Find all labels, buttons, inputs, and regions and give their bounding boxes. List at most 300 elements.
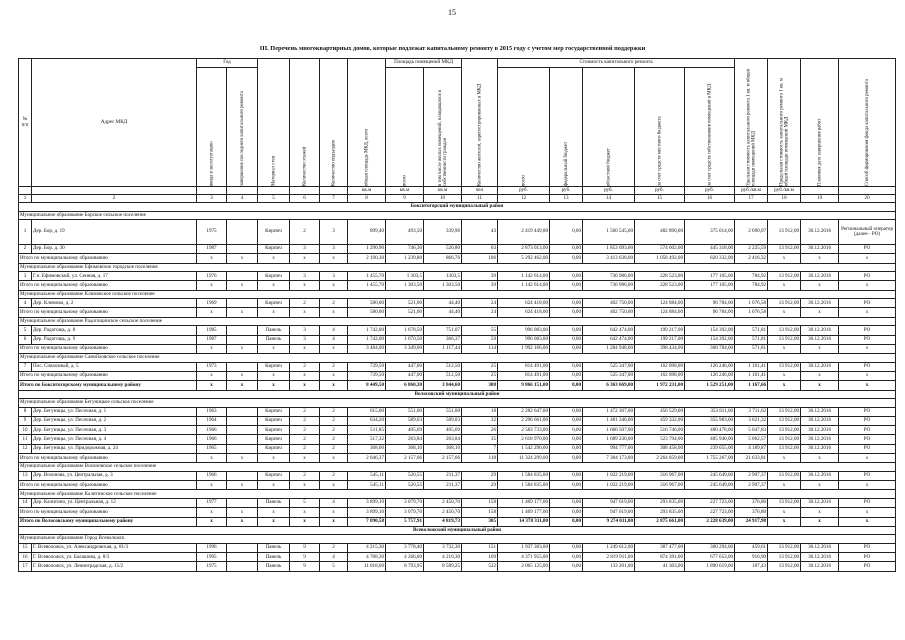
table-cell: 0,00 [550, 553, 583, 562]
table-cell: 0,00 [550, 308, 583, 317]
table-cell: x [320, 517, 348, 526]
table-cell: РО [839, 299, 896, 308]
table-cell: x [227, 454, 258, 463]
table-cell: РО [839, 245, 896, 254]
table-cell: 4 371 955,00 [498, 553, 550, 562]
table-row [19, 471, 896, 480]
table-cell: 4 266,00 [386, 553, 424, 562]
column-number: 16 [685, 195, 735, 203]
table-cell: 0,00 [550, 299, 583, 308]
total-label: Итого по Бокситогорскому муниципальному району [19, 381, 197, 390]
table-cell: 736 986,00 [583, 281, 635, 290]
header-cost-local: за счет средств местного бюджета [635, 68, 685, 187]
district-row [19, 390, 896, 399]
table-cell: 32 [462, 416, 498, 425]
table-cell: x [227, 281, 258, 290]
table-cell: 4 215,30 [348, 543, 386, 552]
table-cell: 0,00 [550, 426, 583, 435]
table-cell: 17 [19, 562, 32, 571]
table-cell: 30.12.2016 [801, 543, 839, 552]
municipality-row [19, 290, 896, 299]
municipality-total-row [19, 344, 896, 353]
table-cell: 5 292 462,00 [498, 254, 550, 263]
table-cell: 6 [19, 335, 32, 344]
table-cell: 5 062,57 [735, 435, 768, 444]
table-row [19, 553, 896, 562]
table-cell: РО [839, 362, 896, 371]
table-cell: 402 750,00 [583, 299, 635, 308]
table-cell: 9 [290, 553, 320, 562]
table-cell: x [290, 454, 320, 463]
table-cell: 30.12.2016 [801, 426, 839, 435]
table-row [19, 407, 896, 416]
table-cell: Дер. Бегуницы, ул. Песочная, д. 3 [32, 426, 197, 435]
table-cell: 11 [19, 435, 32, 444]
table-cell: 3 [19, 272, 32, 281]
table-cell: x [290, 481, 320, 490]
table-cell: 456 529,00 [635, 407, 685, 416]
table-cell: 13 912,00 [768, 407, 801, 416]
total-label: Итого по муниципальному образованию [19, 508, 197, 517]
table-row [19, 245, 896, 254]
table-cell: 0,00 [550, 281, 583, 290]
table-cell: 459 332,00 [635, 416, 685, 425]
table-cell: 30.12.2016 [801, 562, 839, 571]
unit-cell: руб./кв.м [735, 187, 768, 195]
column-number: 9 [386, 195, 424, 203]
table-cell: Панель [258, 562, 290, 571]
table-cell: 44,40 [424, 299, 462, 308]
table-cell: Пос. Совхозный, д. 5 [32, 362, 197, 371]
table-cell: x [197, 517, 227, 526]
district-row [19, 203, 896, 212]
table-row [19, 326, 896, 335]
table-cell: 308 458,00 [635, 444, 685, 453]
municipality-name: Муниципальное образование Борское сельское поселение [19, 211, 896, 220]
column-number: 11 [462, 195, 498, 203]
table-cell: x [227, 381, 258, 390]
municipality-row [19, 317, 896, 326]
table-cell: Панель [258, 498, 290, 507]
table-cell: x [290, 508, 320, 517]
total-label: Итого по муниципальному образованию [19, 308, 197, 317]
table-cell: 154 392,00 [685, 335, 735, 344]
table-cell: 4 189,87 [735, 444, 768, 453]
table-cell: 525 347,00 [583, 371, 635, 380]
unit-cell: руб. [550, 187, 583, 195]
table-cell [227, 553, 258, 562]
district-name: Всеволожский муниципальный район [19, 526, 896, 535]
table-cell: x [801, 281, 839, 290]
column-number: 19 [801, 195, 839, 203]
table-row [19, 543, 896, 552]
table-cell: Г. Всеволожск, ул. Балашова, д. 8/3 [32, 553, 197, 562]
table-cell: 30.12.2016 [801, 553, 839, 562]
table-cell: 25 [462, 362, 498, 371]
municipality-row [19, 263, 896, 272]
table-cell: 13 912,00 [768, 245, 801, 254]
table-cell: x [290, 254, 320, 263]
table-cell: 1 249 612,00 [583, 543, 635, 552]
table-cell: 784,92 [735, 272, 768, 281]
table-cell: 3 [290, 245, 320, 254]
table-cell: 3 [290, 335, 320, 344]
table-cell [227, 435, 258, 444]
table-cell: 35 [462, 435, 498, 444]
table-row [19, 416, 896, 425]
table-cell: 1965 [197, 444, 227, 453]
table-cell: 3 621,32 [735, 416, 768, 425]
table-cell: 1975 [197, 220, 227, 245]
table-cell: 589,03 [424, 416, 462, 425]
table-cell [227, 335, 258, 344]
table-cell: 7 090,58 [348, 517, 386, 526]
district-total-row [19, 381, 896, 390]
table-cell: 9 [19, 416, 32, 425]
table-cell: 162 898,00 [635, 371, 685, 380]
table-cell: 7 [19, 362, 32, 371]
table-cell: 3 [290, 326, 320, 335]
table-cell: Дер. Бегуницы, ул. Придорожная, д. 24 [32, 444, 197, 453]
total-label: Итого по муниципальному образованию [19, 454, 197, 463]
table-cell: 0,00 [550, 508, 583, 517]
column-number: 6 [290, 195, 320, 203]
table-cell: 405,69 [424, 426, 462, 435]
table-cell: x [839, 481, 896, 490]
table-cell: 1 689 236,00 [583, 435, 635, 444]
table-cell: 199 217,00 [635, 326, 685, 335]
column-number: 7 [320, 195, 348, 203]
table-cell: 245 649,00 [685, 481, 735, 490]
district-row [19, 526, 896, 535]
header-year: Год [197, 59, 258, 68]
table-cell: 947 619,00 [583, 498, 635, 507]
table-cell: x [320, 381, 348, 390]
table-cell: 30.12.2016 [801, 335, 839, 344]
table-cell: 162 898,00 [635, 362, 685, 371]
table-cell: 13 912,00 [768, 272, 801, 281]
table-cell: 30.12.2016 [801, 407, 839, 416]
table-cell: 866,76 [424, 254, 462, 263]
unit-cell: руб. [685, 187, 735, 195]
table-cell: x [227, 371, 258, 380]
table-cell: 1 290,90 [348, 245, 386, 254]
table-cell: 526,80 [424, 245, 462, 254]
table-cell: 1 117,44 [424, 344, 462, 353]
table-cell: 520,55 [386, 481, 424, 490]
municipality-row [19, 354, 896, 363]
table-cell: 2 [19, 245, 32, 254]
table-cell: 2 [320, 407, 348, 416]
table-cell: 1 076,58 [735, 299, 768, 308]
table-cell: 2 [320, 299, 348, 308]
table-cell: x [768, 254, 801, 263]
table-cell: x [839, 508, 896, 517]
table-cell: Дер. Бегуницы, ул. Песочная, д. 2 [32, 416, 197, 425]
table-cell: 7 [462, 444, 498, 453]
table-cell: 25 [462, 371, 498, 380]
table-cell: x [839, 381, 896, 390]
table-row [19, 220, 896, 245]
table-cell: РО [839, 471, 896, 480]
table-cell: 1 239,80 [386, 254, 424, 263]
table-cell: 3 732,30 [424, 543, 462, 552]
table-cell: 9 866 151,00 [498, 381, 550, 390]
table-cell: 517,32 [348, 435, 386, 444]
table-cell [227, 326, 258, 335]
column-number: 15 [635, 195, 685, 203]
table-cell: 1 542 290,00 [498, 444, 550, 453]
table-cell: 551,00 [424, 407, 462, 416]
table-cell: 96 784,00 [685, 308, 735, 317]
table-cell: 571,81 [735, 326, 768, 335]
table-cell: 1 529 251,00 [685, 381, 735, 390]
table-cell: x [839, 454, 896, 463]
table-cell: 0,00 [550, 245, 583, 254]
table-cell: 5 [19, 326, 32, 335]
table-cell: x [197, 254, 227, 263]
table-cell: 3 484,00 [348, 344, 386, 353]
table-cell: x [801, 517, 839, 526]
table-cell: 1966 [197, 435, 227, 444]
header-address: Адрес МКД [32, 59, 197, 187]
table-cell: Кирпич [258, 272, 290, 281]
municipality-total-row [19, 281, 896, 290]
table-cell: 368,00 [348, 444, 386, 453]
table-cell: 0,00 [550, 562, 583, 571]
table-cell: 2 [290, 426, 320, 435]
table-cell: 30.12.2016 [801, 416, 839, 425]
table-cell: 199 217,00 [635, 335, 685, 344]
table-cell: 124 884,00 [635, 308, 685, 317]
table-cell: x [258, 254, 290, 263]
table-cell: 0,00 [550, 471, 583, 480]
table-cell: 1977 [197, 498, 227, 507]
table-cell: Дер. Климово, д. 2 [32, 299, 197, 308]
table-cell: 3 711,62 [735, 407, 768, 416]
table-cell: x [320, 481, 348, 490]
table-cell: РО [839, 407, 896, 416]
table-cell: 227 723,00 [685, 508, 735, 517]
table-cell: 1 022 219,00 [583, 471, 635, 480]
table-cell: x [227, 344, 258, 353]
table-cell: Региональный оператор (далее - РО) [839, 220, 896, 245]
table-cell: РО [839, 498, 896, 507]
column-number: 20 [839, 195, 896, 203]
table-cell: 4 [320, 335, 348, 344]
header-cost-federal: федеральный бюджет [550, 68, 583, 187]
table-cell: 2 450,70 [424, 508, 462, 517]
table-cell: 169 [462, 553, 498, 562]
table-cell: 516 746,00 [635, 426, 685, 435]
table-cell: 24 [462, 308, 498, 317]
table-row [19, 362, 896, 371]
total-label: Итого по муниципальному образованию [19, 371, 197, 380]
header-fund-method: Способ формирования фонда капитального ремонта [839, 59, 896, 187]
table-cell [227, 416, 258, 425]
table-cell: 4 [320, 498, 348, 507]
column-number: 1 [19, 195, 32, 203]
table-cell: 375 014,00 [685, 220, 735, 245]
table-cell: 124 884,00 [635, 299, 685, 308]
column-numbers-row [19, 195, 896, 203]
table-cell: 899,40 [348, 220, 386, 245]
table-cell: 24 [462, 299, 498, 308]
table-cell: 1 937 383,00 [498, 543, 550, 552]
table-cell: x [197, 381, 227, 390]
table-cell: 16 [19, 553, 32, 562]
table-cell [227, 272, 258, 281]
table-cell: 525 347,00 [583, 362, 635, 371]
municipality-total-row [19, 254, 896, 263]
header-year-commission: ввода в эксплуатацию [197, 68, 227, 187]
table-cell: 0,00 [550, 220, 583, 245]
table-cell: 512,50 [424, 371, 462, 380]
table-cell: 634,20 [348, 416, 386, 425]
table-cell: 30.12.2016 [801, 220, 839, 245]
table-row [19, 335, 896, 344]
table-cell: 13 912,00 [768, 416, 801, 425]
table-cell: 2 [320, 362, 348, 371]
municipality-row [19, 399, 896, 408]
table-cell: 1 742,00 [348, 326, 386, 335]
table-cell: РО [839, 562, 896, 571]
table-cell: 13 912,00 [768, 543, 801, 552]
table-cell: Дер. Радогощь, д. 8 [32, 326, 197, 335]
table-cell: 521,00 [386, 308, 424, 317]
table-cell: 13 912,00 [768, 444, 801, 453]
table-cell: 30.12.2016 [801, 435, 839, 444]
table-cell: 1966 [197, 471, 227, 480]
table-cell: 1 058 492,00 [635, 254, 685, 263]
column-number: 18 [768, 195, 801, 203]
table-cell: Дер. Бор, д. 19 [32, 220, 197, 245]
total-label: Итого по муниципальному образованию [19, 481, 197, 490]
table-cell: 133 201,00 [583, 562, 635, 571]
table-cell: 305 [462, 517, 498, 526]
table-cell: 1963 [197, 407, 227, 416]
table-cell: 0,00 [550, 272, 583, 281]
table-cell: 12 [19, 444, 32, 453]
table-row [19, 435, 896, 444]
buildings-table [18, 58, 896, 572]
table-cell: 2 [320, 435, 348, 444]
table-cell: Кирпич [258, 416, 290, 425]
table-cell: РО [839, 326, 896, 335]
table-cell: 2 [290, 416, 320, 425]
table-cell: x [801, 254, 839, 263]
table-cell: 7 304 173,00 [583, 454, 635, 463]
column-number: 17 [735, 195, 768, 203]
table-cell: x [227, 481, 258, 490]
table-cell: x [197, 281, 227, 290]
table-row [19, 426, 896, 435]
table-cell: 0,00 [550, 371, 583, 380]
table-cell: 2 [320, 426, 348, 435]
table-cell: Кирпич [258, 362, 290, 371]
table-cell: x [768, 344, 801, 353]
table-cell: Кирпич [258, 220, 290, 245]
table-cell: 5 047,83 [735, 426, 768, 435]
table-cell: x [801, 454, 839, 463]
table-cell: 512,50 [424, 362, 462, 371]
table-cell: x [258, 508, 290, 517]
table-cell: 447,00 [386, 362, 424, 371]
table-cell: 580,00 [348, 308, 386, 317]
total-label: Итого по муниципальному образованию [19, 344, 197, 353]
table-cell: x [320, 308, 348, 317]
table-cell: Кирпич [258, 426, 290, 435]
table-cell: 1 303,5 [386, 272, 424, 281]
table-cell: 2 [320, 416, 348, 425]
table-cell: x [227, 517, 258, 526]
table-cell: 574 602,00 [635, 245, 685, 254]
table-cell: 39 [462, 281, 498, 290]
table-cell: 239 055,00 [685, 444, 735, 453]
table-cell: 916,90 [735, 553, 768, 562]
table-cell: РО [839, 435, 896, 444]
table-cell: x [801, 508, 839, 517]
table-cell [227, 220, 258, 245]
table-cell: 158 [462, 508, 498, 517]
table-cell: РО [839, 553, 896, 562]
table-cell: 1987 [197, 245, 227, 254]
table-cell [227, 299, 258, 308]
table-cell: 151 [462, 543, 498, 552]
table-cell: x [197, 371, 227, 380]
table-cell: 1996 [197, 543, 227, 552]
table-cell [227, 426, 258, 435]
table-cell: 545,11 [348, 471, 386, 480]
table-cell: 308 [462, 381, 498, 390]
table-cell: Панель [258, 326, 290, 335]
header-residents: Количество жителей, зарегистрированных в МКД [462, 59, 498, 187]
table-cell: Дер. Радогощь, д. 9 [32, 335, 197, 344]
table-cell: 9 274 011,00 [583, 517, 635, 526]
table-row [19, 444, 896, 453]
table-cell: x [768, 371, 801, 380]
table-cell: 624 418,00 [498, 299, 550, 308]
table-cell: 1 742,00 [348, 335, 386, 344]
table-cell: 339,96 [424, 220, 462, 245]
municipality-row [19, 490, 896, 499]
table-cell: 1973 [197, 362, 227, 371]
table-cell: 405 940,00 [685, 435, 735, 444]
table-cell: 1 022 219,00 [583, 481, 635, 490]
table-cell: x [320, 508, 348, 517]
unit-cell: руб./кв.м [768, 187, 801, 195]
table-cell: 43 [462, 220, 498, 245]
unit-cell: руб. [635, 187, 685, 195]
table-cell: 2 819 911,00 [583, 553, 635, 562]
table-cell: 814 491,00 [498, 371, 550, 380]
table-cell: 2 [290, 407, 320, 416]
page-number: 15 [448, 8, 456, 17]
table-cell: 13 [19, 471, 32, 480]
district-total-row [19, 517, 896, 526]
column-number: 10 [424, 195, 462, 203]
table-cell: 376,80 [735, 508, 768, 517]
table-cell: 1 992 166,00 [498, 344, 550, 353]
municipality-name: Муниципальное образование Вохоновское сельское поселение [19, 463, 896, 472]
table-cell: 368,10 [424, 444, 462, 453]
table-cell: 13 912,00 [768, 471, 801, 480]
table-cell: 353 811,00 [685, 407, 735, 416]
table-cell: 511,85 [348, 426, 386, 435]
table-cell: 398 434,00 [635, 344, 685, 353]
column-number: 3 [197, 195, 227, 203]
table-row [19, 272, 896, 281]
